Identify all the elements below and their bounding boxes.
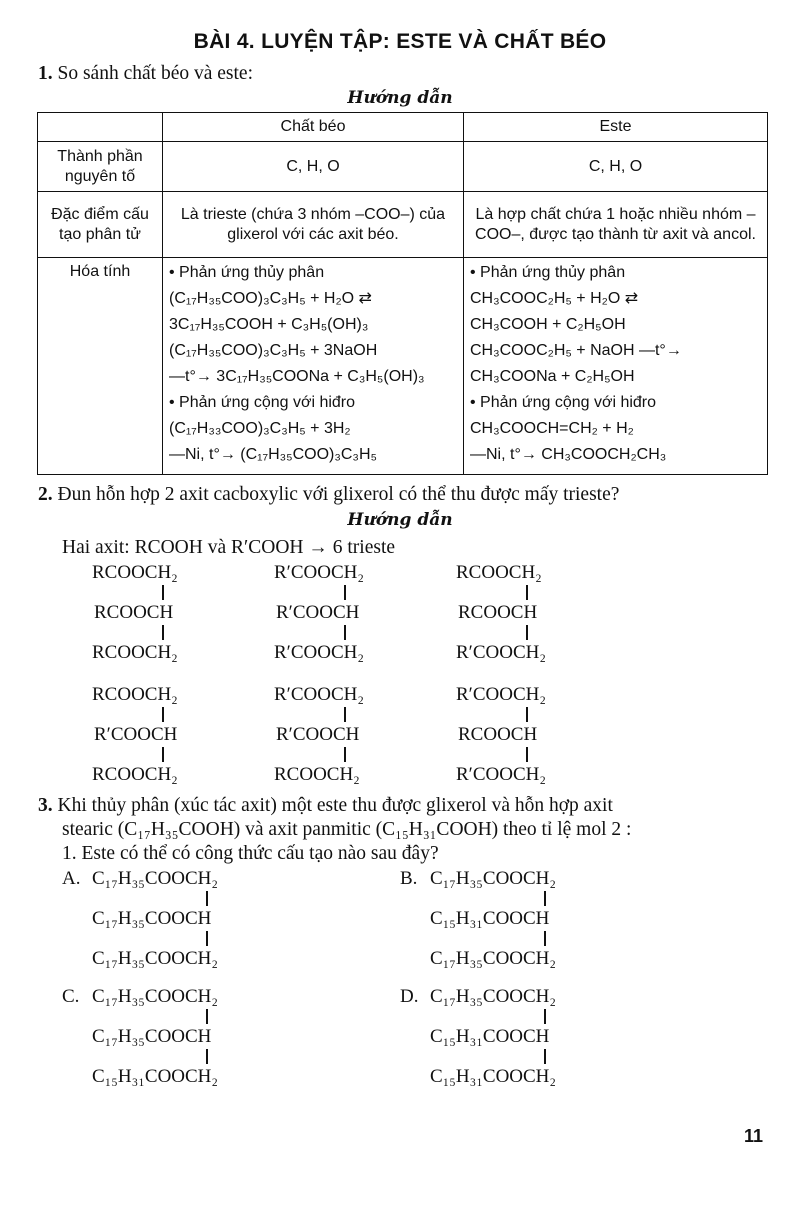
page-number: 11 [744, 1126, 764, 1146]
formula-line: RCOOCH [458, 602, 538, 623]
bond-line [162, 585, 164, 600]
formula-line: RCOOCH₂ [274, 764, 360, 785]
question-2-answer: Hai axit: RCOOH và R′COOH → 6 trieste [62, 537, 396, 558]
formula-line: C₁₇H₃₅COOCH₂ [430, 948, 557, 969]
bond-line [206, 1009, 208, 1024]
formula-line: R′COOCH₂ [456, 642, 546, 663]
table-row [38, 258, 768, 475]
bond-line [544, 891, 546, 906]
bond-line [544, 931, 546, 946]
ester-property-line: —Ni, t°→ CH₃COOCH₂CH₃ [470, 446, 667, 463]
formula-line: C₁₇H₃₅COOCH [92, 908, 212, 929]
fat-structure: Là trieste (chứa 3 nhóm –COO–) của glixerol với các axit béo. [163, 192, 464, 258]
formula-line: C₁₇H₃₅COOCH₂ [92, 868, 219, 889]
fat-property-line: (C₁₇H₃₅COO)₃C₃H₅ + H₂O ⇄ [169, 290, 372, 307]
formula-line: R′COOCH₂ [456, 684, 546, 705]
table-row [38, 192, 768, 258]
question-2-number: 2. [38, 484, 53, 505]
question-1-text: So sánh chất béo và este: [57, 63, 253, 84]
ester-properties [464, 258, 768, 475]
formula-line: C₁₅H₃₁COOCH [430, 908, 550, 929]
question-3 [38, 794, 778, 866]
question-1-number: 1. [38, 63, 53, 84]
bond-line [544, 1009, 546, 1024]
bond-line [206, 931, 208, 946]
formula-line: RCOOCH₂ [92, 562, 178, 583]
page-title: BÀI 4. LUYỆN TẬP: ESTE VÀ CHẤT BÉO [193, 30, 607, 53]
fat-property-line: (C₁₇H₃₃COO)₃C₃H₅ + 3H₂ [169, 420, 351, 437]
formula-line: R′COOCH₂ [456, 764, 546, 785]
bond-line [344, 707, 346, 722]
bond-line [206, 1049, 208, 1064]
bond-line [162, 747, 164, 762]
fat-composition: C, H, O [163, 142, 464, 192]
formula-line: C₁₅H₃₁COOCH₂ [430, 1066, 557, 1087]
formula-line: RCOOCH₂ [92, 642, 178, 663]
option-label: D. [400, 986, 419, 1007]
table-header-fat: Chất béo [163, 113, 464, 142]
formula-line: R′COOCH [276, 724, 360, 745]
formula-line: C₁₇H₃₅COOCH₂ [430, 986, 557, 1007]
formula-line: R′COOCH₂ [274, 642, 364, 663]
ester-composition: C, H, O [464, 142, 768, 192]
question-1 [38, 62, 253, 86]
row-label-composition: Thành phần nguyên tố [38, 142, 163, 192]
ester-property-line: • Phản ứng cộng với hiđro [470, 394, 657, 411]
formula-line: R′COOCH [276, 602, 360, 623]
fat-property-line: 3C₁₇H₃₅COOH + C₃H₅(OH)₃ [169, 316, 369, 333]
option-label: A. [62, 868, 81, 889]
bond-line [162, 707, 164, 722]
table-header-empty [38, 113, 163, 142]
formula-line: C₁₇H₃₅COOCH [92, 1026, 212, 1047]
formula-line: C₁₅H₃₁COOCH₂ [92, 1066, 219, 1087]
fat-properties [163, 258, 464, 475]
formula-line: RCOOCH₂ [456, 562, 542, 583]
formula-line: RCOOCH [94, 602, 174, 623]
formula-line: R′COOCH [94, 724, 178, 745]
bond-line [344, 585, 346, 600]
formula-line: R′COOCH₂ [274, 684, 364, 705]
guide-label-1: Hướng dẫn [347, 88, 453, 108]
formula-line: RCOOCH₂ [92, 764, 178, 785]
fat-property-line: • Phản ứng cộng với hiđro [169, 394, 356, 411]
ester-property-line: CH₃COOCH=CH₂ + H₂ [470, 420, 634, 437]
ester-property-line: CH₃COOH + C₂H₅OH [470, 316, 626, 333]
bond-line [526, 707, 528, 722]
ester-property-line: CH₃COOC₂H₅ + H₂O ⇄ [470, 290, 639, 307]
question-3-line: stearic (C₁₇H₃₅COOH) và axit panmitic (C₁₅H₃₁COOH) theo tỉ lệ mol 2 : [62, 819, 632, 840]
row-label-structure: Đặc điểm cấu tạo phân tử [38, 192, 163, 258]
fat-property-line: • Phản ứng thủy phân [169, 264, 325, 281]
guide-label-2: Hướng dẫn [347, 510, 453, 530]
fat-property-line: (C₁₇H₃₅COO)₃C₃H₅ + 3NaOH [169, 342, 378, 359]
table-row [38, 142, 768, 192]
formula-line: C₁₇H₃₅COOCH₂ [430, 868, 557, 889]
ester-property-line: • Phản ứng thủy phân [470, 264, 626, 281]
formula-line: RCOOCH [458, 724, 538, 745]
bond-line [162, 625, 164, 640]
formula-line: C₁₇H₃₅COOCH₂ [92, 948, 219, 969]
question-2 [38, 483, 619, 507]
option-label: B. [400, 868, 418, 889]
question-3-line: 1. Este có thể có công thức cấu tạo nào sau đây? [62, 843, 439, 864]
bond-line [526, 625, 528, 640]
bond-line [344, 747, 346, 762]
ester-property-line: CH₃COONa + C₂H₅OH [470, 368, 635, 385]
bond-line [206, 891, 208, 906]
option-label: C. [62, 986, 80, 1007]
fat-property-line: —t°→ 3C₁₇H₃₅COONa + C₃H₅(OH)₃ [169, 368, 425, 385]
table-header-ester: Este [464, 113, 768, 142]
question-3-line: Khi thủy phân (xúc tác axit) một este thu được glixerol và hỗn hợp axit [57, 795, 613, 816]
comparison-table [37, 112, 768, 475]
table-header-row [38, 113, 768, 142]
bond-line [544, 1049, 546, 1064]
bond-line [526, 747, 528, 762]
row-label-properties: Hóa tính [38, 258, 163, 475]
formula-line: C₁₅H₃₁COOCH [430, 1026, 550, 1047]
formula-line: C₁₇H₃₅COOCH₂ [92, 986, 219, 1007]
bond-line [526, 585, 528, 600]
ester-structure: Là hợp chất chứa 1 hoặc nhiều nhóm –COO–, được tạo thành từ axit và ancol. [464, 192, 768, 258]
question-3-number: 3. [38, 795, 53, 816]
fat-property-line: —Ni, t°→ (C₁₇H₃₅COO)₃C₃H₅ [169, 446, 377, 463]
ester-property-line: CH₃COOC₂H₅ + NaOH —t°→ [470, 342, 682, 359]
question-2-text: Đun hỗn hợp 2 axit cacboxylic với glixerol có thể thu được mấy trieste? [57, 484, 620, 505]
formula-line: R′COOCH₂ [274, 562, 364, 583]
formula-line: RCOOCH₂ [92, 684, 178, 705]
bond-line [344, 625, 346, 640]
